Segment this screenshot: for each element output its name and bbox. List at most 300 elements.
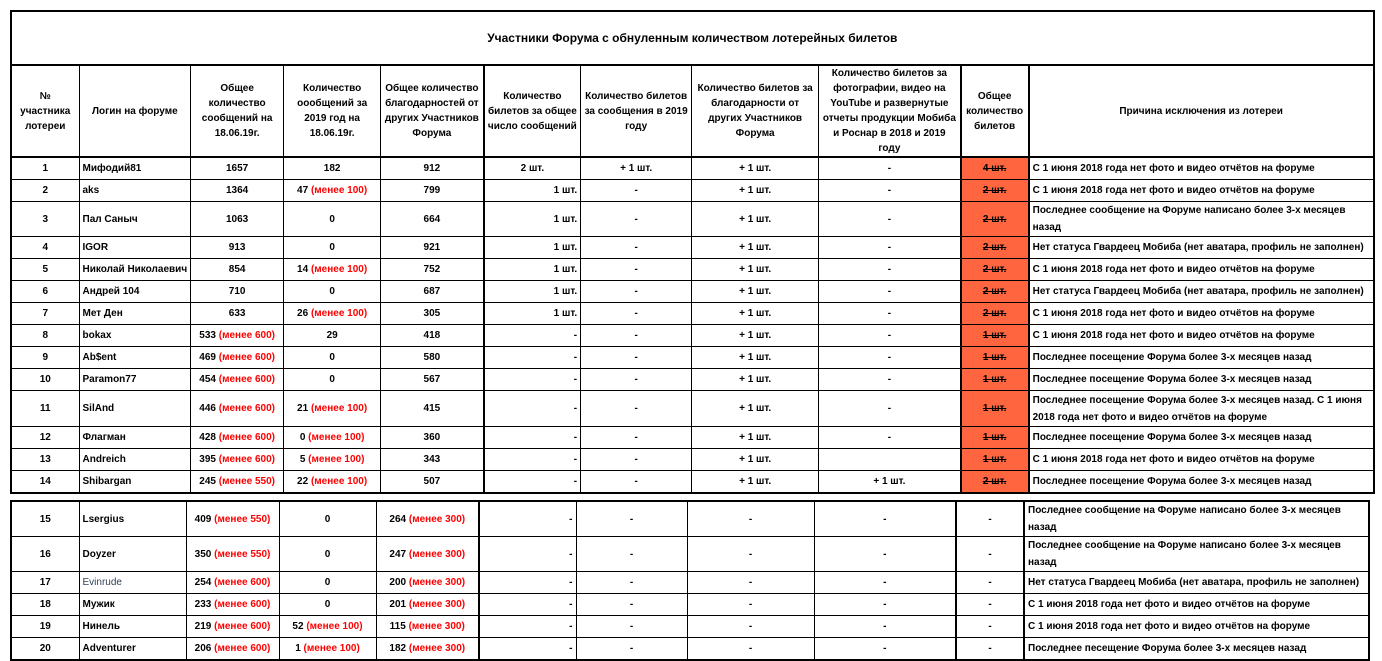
col-header-num: № участника лотереи (11, 65, 79, 157)
cell-reason-value: С 1 июня 2018 года нет фото и видео отчётов на форуме (1032, 454, 1315, 465)
cell-posts-2019 (284, 202, 381, 237)
cell-tickets-photo (819, 180, 961, 202)
cell-posts-value: 219 (194, 621, 212, 632)
cell-tickets-2019-value: - (634, 352, 638, 363)
cell-tickets-thanks (687, 572, 814, 594)
cell-posts-2019 (284, 237, 381, 259)
cell-login-value: Adventurer (82, 643, 136, 654)
cell-posts (191, 325, 284, 347)
cell-posts-2019 (284, 157, 381, 180)
cell-total (961, 369, 1029, 391)
cell-login (79, 638, 186, 661)
cell-num-value: 12 (39, 432, 51, 443)
cell-tickets-2019 (581, 202, 692, 237)
cell-tickets-2019-value: - (629, 513, 634, 525)
cell-login-value: Николай Николаевич (82, 264, 188, 275)
cell-posts (186, 616, 279, 638)
cell-login-value: Мифодий81 (82, 163, 142, 174)
cell-posts (191, 347, 284, 369)
cell-tickets-2019 (581, 369, 692, 391)
cell-tickets-2019 (581, 303, 692, 325)
cell-posts-value: 206 (194, 643, 212, 654)
cell-posts-2019 (279, 594, 376, 616)
cell-tickets-2019-value: - (634, 403, 638, 414)
cell-tickets-thanks (687, 537, 814, 572)
cell-posts (191, 449, 284, 471)
cell-tickets-thanks-value: + 1 шт. (739, 454, 772, 465)
cell-reason (1029, 180, 1374, 202)
cell-reason-value: С 1 июня 2018 года нет фото и видео отчётов на форуме (1028, 621, 1311, 632)
cell-posts-value: 233 (194, 599, 212, 610)
cell-num (11, 281, 79, 303)
cell-thanks (381, 471, 484, 494)
cell-total-value: 4 шт. (982, 163, 1007, 174)
cell-posts (186, 594, 279, 616)
cell-tickets-photo-value: - (883, 599, 887, 610)
cell-thanks (381, 427, 484, 449)
cell-tickets-posts (479, 572, 576, 594)
cell-num (11, 202, 79, 237)
cell-login (79, 325, 191, 347)
cell-num (11, 369, 79, 391)
cell-posts-2019 (284, 325, 381, 347)
cell-login-value: IGOR (82, 242, 109, 253)
cell-total-value: 2 шт. (982, 242, 1007, 253)
cell-tickets-2019-value: - (634, 185, 638, 196)
cell-reason-value: Последнее посещение Форума более 3-х месяцев назад (1032, 476, 1312, 487)
col-header-tickets-2019: Количество билетов за сообщения в 2019 году (581, 65, 692, 157)
cell-num-value: 18 (39, 599, 51, 610)
cell-login (79, 259, 191, 281)
cell-posts-2019-value: 52 (292, 621, 304, 632)
cell-tickets-posts (479, 638, 576, 661)
cell-tickets-2019-value: - (634, 476, 638, 487)
cell-reason-value: Последнее посещение Форума более 3-х месяцев назад. С 1 июня 2018 года нет фото и видео отчётов на форуме (1032, 394, 1362, 423)
cell-login (79, 391, 191, 427)
cell-total (961, 202, 1029, 237)
cell-total (956, 638, 1024, 661)
cell-tickets-posts-value: - (569, 643, 573, 654)
cell-reason (1029, 369, 1374, 391)
cell-tickets-posts-value: 1 шт. (553, 242, 578, 253)
cell-login-value: Мужик (82, 599, 115, 610)
table-row (11, 347, 1374, 369)
cell-thanks (381, 157, 484, 180)
table-row (11, 303, 1374, 325)
cell-posts-warning-note: (менее 600) (214, 577, 271, 588)
cell-total (956, 616, 1024, 638)
cell-thanks-value: 343 (423, 454, 441, 465)
table-row (11, 427, 1374, 449)
cell-tickets-thanks (692, 180, 819, 202)
cell-posts (191, 281, 284, 303)
cell-posts-2019-value: 0 (324, 599, 331, 610)
cell-num (11, 303, 79, 325)
cell-reason-value: Последнее песещение Форума более 3-х месяцев назад (1028, 643, 1307, 654)
cell-tickets-photo-value: - (887, 264, 892, 275)
cell-tickets-2019 (581, 391, 692, 427)
cell-login (79, 347, 191, 369)
cell-tickets-thanks-value: - (748, 599, 753, 610)
table-row (11, 237, 1374, 259)
cell-tickets-photo-value: - (887, 286, 892, 297)
cell-num (11, 638, 79, 661)
cell-total-value: 2 шт. (982, 476, 1007, 487)
cell-total-value: 2 шт. (982, 264, 1007, 275)
cell-posts (186, 572, 279, 594)
cell-num (11, 237, 79, 259)
cell-thanks-value: 115 (389, 621, 406, 632)
cell-tickets-posts-value: 1 шт. (553, 213, 578, 225)
cell-tickets-thanks-value: + 1 шт. (739, 432, 772, 443)
cell-tickets-posts-value: - (573, 476, 578, 487)
cell-tickets-photo-value: - (887, 330, 892, 341)
cell-tickets-2019-value: - (629, 577, 634, 588)
cell-reason (1029, 391, 1374, 427)
col-header-posts: Общее количество сообщений на 18.06.19г. (191, 65, 284, 157)
cell-tickets-2019-value: - (629, 599, 634, 610)
cell-posts-2019-value: 0 (324, 513, 331, 525)
cell-posts-value: 913 (228, 242, 246, 253)
cell-posts-2019-value: 21 (297, 403, 309, 414)
cell-posts-value: 446 (199, 403, 216, 414)
cell-posts-2019 (279, 616, 376, 638)
cell-tickets-thanks (687, 616, 814, 638)
cell-posts-warning-note: (менее 600) (214, 643, 271, 654)
cell-posts-warning-note: (менее 550) (214, 513, 271, 525)
cell-reason (1029, 303, 1374, 325)
cell-thanks-value: 664 (423, 213, 441, 225)
cell-posts-2019-warning-note: (менее 100) (310, 264, 368, 275)
table-row (11, 180, 1374, 202)
cell-num (11, 259, 79, 281)
cell-thanks-warning-note: (менее 300) (408, 548, 466, 560)
cell-posts-2019-warning-note: (менее 100) (310, 185, 368, 196)
cell-tickets-photo-value: - (883, 577, 887, 588)
cell-tickets-thanks (692, 369, 819, 391)
cell-num-value: 6 (42, 286, 49, 297)
cell-posts-warning-note: (менее 600) (218, 330, 275, 341)
cell-tickets-2019 (581, 347, 692, 369)
cell-tickets-posts-value: - (573, 374, 578, 385)
cell-posts (191, 427, 284, 449)
cell-tickets-photo-value: - (887, 403, 892, 414)
cell-login-value: bokax (82, 330, 112, 341)
cell-total-value: 1 шт. (982, 403, 1007, 414)
cell-posts-value: 1364 (226, 185, 249, 196)
cell-tickets-posts-value: - (573, 403, 578, 414)
cell-reason-value: Нет статуса Гвардеец Мобиба (нет аватара, профиль не заполнен) (1032, 286, 1364, 297)
cell-tickets-posts-value: - (573, 454, 578, 465)
cell-thanks-value: 305 (423, 308, 441, 319)
cell-posts (191, 202, 284, 237)
cell-posts-2019 (279, 572, 376, 594)
cell-num (11, 537, 79, 572)
cell-tickets-thanks-value: + 1 шт. (739, 264, 772, 275)
cell-posts (186, 501, 279, 537)
cell-tickets-thanks-value: + 1 шт. (739, 476, 772, 487)
cell-reason-value: Нет статуса Гвардеец Мобиба (нет аватара, профиль не заполнен) (1032, 242, 1364, 253)
cell-tickets-thanks-value: - (748, 621, 753, 632)
cell-tickets-thanks-value: + 1 шт. (739, 213, 772, 225)
cell-tickets-2019 (581, 325, 692, 347)
cell-reason (1029, 202, 1374, 237)
cell-total (961, 303, 1029, 325)
cell-total-value: 2 шт. (982, 213, 1007, 225)
cell-total-value: 1 шт. (982, 352, 1007, 363)
cell-tickets-posts (484, 427, 581, 449)
cell-tickets-thanks (692, 281, 819, 303)
cell-posts (191, 157, 284, 180)
cell-posts-value: 428 (199, 432, 216, 443)
cell-posts (191, 471, 284, 494)
cell-thanks-value: 799 (423, 185, 441, 196)
cell-num-value: 16 (39, 548, 51, 560)
cell-num (11, 157, 79, 180)
cell-reason-value: С 1 июня 2018 года нет фото и видео отчётов на форуме (1028, 599, 1311, 610)
cell-thanks (381, 347, 484, 369)
cell-reason (1029, 347, 1374, 369)
cell-thanks (381, 202, 484, 237)
cell-total (956, 537, 1024, 572)
cell-tickets-posts (479, 501, 576, 537)
cell-tickets-2019-value: - (634, 374, 638, 385)
cell-thanks-value: 182 (389, 643, 407, 654)
cell-num-value: 15 (39, 513, 51, 525)
cell-posts-2019 (284, 180, 381, 202)
cell-num-value: 2 (42, 185, 49, 196)
cell-num (11, 471, 79, 494)
cell-thanks-value: 752 (423, 264, 441, 275)
cell-posts-2019-warning-note: (менее 100) (310, 308, 368, 319)
table-row (11, 391, 1374, 427)
cell-tickets-photo (819, 202, 961, 237)
cell-login (79, 572, 186, 594)
cell-posts-2019 (284, 281, 381, 303)
cell-login-value: Пал Саныч (82, 213, 138, 225)
cell-tickets-posts (484, 325, 581, 347)
cell-thanks-warning-note: (менее 300) (408, 599, 466, 610)
cell-tickets-thanks (692, 237, 819, 259)
cell-posts (186, 537, 279, 572)
cell-posts (191, 180, 284, 202)
cell-reason-value: С 1 июня 2018 года нет фото и видео отчётов на форуме (1032, 330, 1315, 341)
cell-login (79, 237, 191, 259)
cell-num-value: 17 (39, 577, 51, 588)
cell-num (11, 501, 79, 537)
cell-thanks (381, 325, 484, 347)
cell-posts (191, 259, 284, 281)
cell-posts-warning-note: (менее 600) (214, 621, 271, 632)
table-body-zeroed (11, 157, 1374, 493)
cell-tickets-posts-value: - (569, 599, 573, 610)
table-row (11, 281, 1374, 303)
cell-tickets-thanks-value: + 1 шт. (739, 403, 772, 414)
cell-login (79, 180, 191, 202)
cell-posts-2019-value: 29 (326, 330, 338, 341)
cell-tickets-photo-value: - (883, 621, 887, 632)
cell-posts-2019 (284, 449, 381, 471)
cell-login (79, 157, 191, 180)
cell-login (79, 471, 191, 494)
cell-num (11, 594, 79, 616)
cell-tickets-2019 (581, 157, 692, 180)
cell-reason (1024, 638, 1369, 661)
cell-posts-2019-value: 0 (324, 548, 331, 560)
cell-posts-2019-value: 14 (297, 264, 309, 275)
cell-tickets-2019 (581, 449, 692, 471)
table-row (11, 471, 1374, 494)
cell-total (961, 427, 1029, 449)
cell-login (79, 537, 186, 572)
cell-tickets-photo (819, 369, 961, 391)
cell-total (956, 501, 1024, 537)
cell-tickets-2019 (576, 572, 687, 594)
cell-tickets-thanks-value: + 1 шт. (739, 374, 772, 385)
cell-login-value: aks (82, 185, 100, 196)
cell-tickets-2019-value: - (634, 330, 638, 341)
cell-tickets-posts (479, 537, 576, 572)
cell-tickets-photo (814, 501, 956, 537)
table-row (11, 369, 1374, 391)
table-row (11, 572, 1369, 594)
cell-posts-2019 (284, 347, 381, 369)
cell-posts-2019 (284, 259, 381, 281)
cell-tickets-photo-value: - (887, 213, 892, 225)
cell-reason (1029, 471, 1374, 494)
cell-tickets-posts-value: - (569, 577, 573, 588)
cell-reason (1029, 281, 1374, 303)
cell-tickets-thanks (692, 427, 819, 449)
table-row (11, 157, 1374, 180)
cell-posts-warning-note: (менее 600) (218, 374, 275, 385)
cell-posts-2019-value: 26 (297, 308, 309, 319)
cell-total-value: - (988, 621, 992, 632)
cell-tickets-thanks (687, 638, 814, 661)
cell-login-value: Флагман (82, 432, 126, 443)
cell-login-value: Нинель (82, 621, 120, 632)
cell-num-value: 11 (39, 403, 51, 414)
cell-num-value: 20 (39, 643, 51, 654)
cell-thanks (376, 537, 479, 572)
cell-posts-warning-note: (менее 600) (218, 454, 275, 465)
cell-num (11, 391, 79, 427)
cell-posts-2019 (284, 391, 381, 427)
cell-posts-2019-value: 0 (329, 213, 335, 225)
cell-posts-value: 254 (194, 577, 212, 588)
cell-tickets-2019 (576, 594, 687, 616)
cell-tickets-photo-value: - (883, 548, 887, 560)
cell-thanks-value: 687 (423, 286, 441, 297)
cell-tickets-2019-value: - (634, 454, 638, 465)
cell-posts-2019-warning-note: (менее 100) (310, 476, 368, 487)
cell-posts-value: 633 (228, 308, 246, 319)
cell-thanks-warning-note: (менее 300) (408, 577, 466, 588)
cell-total (961, 391, 1029, 427)
cell-reason-value: С 1 июня 2018 года нет фото и видео отчётов на форуме (1032, 264, 1315, 275)
cell-num (11, 427, 79, 449)
cell-tickets-photo (819, 157, 961, 180)
cell-login (79, 594, 186, 616)
cell-reason (1024, 594, 1369, 616)
cell-thanks (376, 572, 479, 594)
cell-posts-2019-value: 182 (323, 163, 341, 174)
cell-tickets-photo-value: - (887, 308, 892, 319)
cell-tickets-posts (484, 202, 581, 237)
cell-reason-value: С 1 июня 2018 года нет фото и видео отчётов на форуме (1032, 185, 1315, 196)
cell-login (79, 369, 191, 391)
cell-total (961, 471, 1029, 494)
cell-total-value: 2 шт. (982, 185, 1007, 196)
cell-login-value: Ab$ent (82, 352, 117, 363)
cell-tickets-photo (819, 471, 961, 494)
cell-tickets-posts-value: 2 шт. (520, 163, 545, 174)
cell-tickets-thanks-value: - (748, 643, 753, 654)
cell-posts-2019-value: 47 (297, 185, 309, 196)
cell-tickets-photo (814, 616, 956, 638)
cell-posts-2019 (284, 427, 381, 449)
cell-posts-value: 854 (228, 264, 246, 275)
cell-posts (186, 638, 279, 661)
cell-tickets-thanks (687, 594, 814, 616)
cell-tickets-thanks (692, 157, 819, 180)
cell-thanks (376, 638, 479, 661)
cell-tickets-thanks-value: + 1 шт. (739, 308, 772, 319)
cell-tickets-posts (484, 471, 581, 494)
col-header-tickets-posts: Количество билетов за общее число сообщений (484, 65, 581, 157)
cell-tickets-thanks (692, 202, 819, 237)
cell-tickets-posts (484, 449, 581, 471)
cell-total-value: 1 шт. (982, 454, 1007, 465)
cell-thanks (381, 369, 484, 391)
cell-thanks (381, 259, 484, 281)
col-header-total: Общее количество билетов (961, 65, 1029, 157)
cell-total (961, 325, 1029, 347)
cell-posts-2019-value: 0 (299, 432, 306, 443)
cell-tickets-thanks (687, 501, 814, 537)
cell-tickets-photo (819, 449, 961, 471)
cell-posts-value: 395 (199, 454, 216, 465)
cell-tickets-photo-value: - (887, 185, 892, 196)
cell-posts-2019-warning-note: (менее 100) (303, 643, 360, 654)
cell-login-value: Мет Ден (82, 308, 123, 319)
cell-posts (191, 391, 284, 427)
cell-tickets-posts (484, 369, 581, 391)
cell-tickets-thanks-value: + 1 шт. (739, 286, 772, 297)
cell-tickets-2019 (576, 638, 687, 661)
cell-tickets-photo (814, 594, 956, 616)
cell-thanks (381, 303, 484, 325)
cell-tickets-photo (819, 259, 961, 281)
header-row (11, 65, 1374, 157)
cell-reason-value: Последнее сообщение на Форуме написано более 3-х месяцев назад (1032, 205, 1346, 233)
cell-total-value: - (988, 548, 992, 560)
cell-tickets-2019-value: - (634, 308, 638, 319)
cell-posts-2019 (284, 303, 381, 325)
cell-tickets-thanks (692, 391, 819, 427)
cell-tickets-2019 (581, 427, 692, 449)
cell-posts-warning-note: (менее 550) (214, 548, 271, 560)
cell-tickets-photo (814, 537, 956, 572)
cell-tickets-posts (484, 281, 581, 303)
cell-tickets-photo (819, 391, 961, 427)
table-row (11, 616, 1369, 638)
table-row (11, 259, 1374, 281)
excluded-participants-table (10, 10, 1375, 494)
cell-tickets-thanks (692, 259, 819, 281)
cell-num (11, 572, 79, 594)
cell-num-value: 10 (39, 374, 51, 385)
